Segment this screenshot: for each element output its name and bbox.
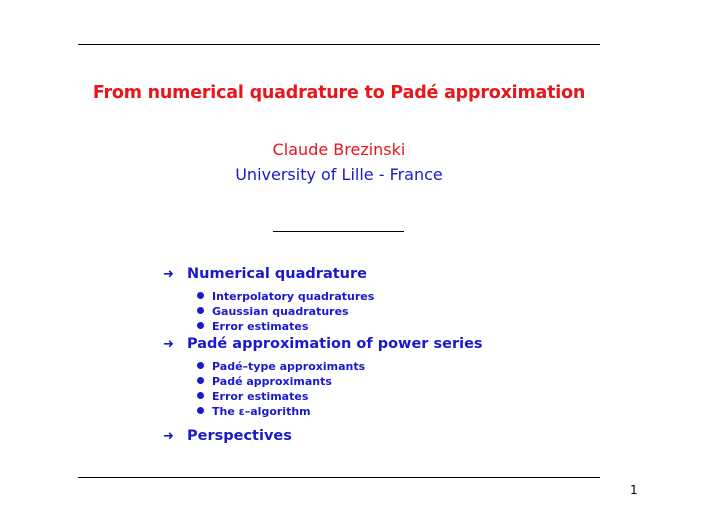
list-item xyxy=(197,305,349,318)
bullet-icon xyxy=(197,407,204,414)
list-item xyxy=(197,320,308,333)
arrow-right-icon: ➜ xyxy=(163,337,174,352)
bullet-icon xyxy=(197,292,204,299)
slide-title: From numerical quadrature to Padé approximation xyxy=(92,83,586,103)
bullet-icon xyxy=(197,307,204,314)
list-item-label: Gaussian quadratures xyxy=(212,305,349,318)
arrow-right-icon: ➜ xyxy=(163,267,174,282)
arrow-right-icon: ➜ xyxy=(163,429,174,444)
section-label: Perspectives xyxy=(187,428,292,444)
list-item-label: Error estimates xyxy=(212,390,309,403)
list-item xyxy=(197,405,311,418)
bullet-icon xyxy=(197,362,204,369)
bullet-icon xyxy=(197,377,204,384)
list-item-label: Padé–type approximants xyxy=(212,360,366,373)
bottom-rule xyxy=(78,477,600,478)
list-item-label: The ε–algorithm xyxy=(212,405,311,418)
page-number: 1 xyxy=(630,483,638,497)
section-label: Padé approximation of power series xyxy=(187,336,483,352)
outline-section-perspectives xyxy=(163,428,292,444)
section-label: Numerical quadrature xyxy=(187,266,367,282)
list-item xyxy=(197,390,308,403)
bullet-icon xyxy=(197,322,204,329)
outline-section-numerical-quadrature xyxy=(163,266,367,282)
top-rule xyxy=(78,44,600,45)
bullet-icon xyxy=(197,392,204,399)
list-item-label: Error estimates xyxy=(212,320,309,333)
list-item xyxy=(197,375,332,388)
author-affiliation: University of Lille - France xyxy=(235,165,443,184)
author-name: Claude Brezinski xyxy=(272,140,406,159)
list-item-label: Padé approximants xyxy=(212,375,332,388)
list-item-label: Interpolatory quadratures xyxy=(212,290,375,303)
separator-rule xyxy=(273,231,404,232)
outline-section-pade-approximation xyxy=(163,336,483,352)
list-item xyxy=(197,360,365,373)
list-item xyxy=(197,290,374,303)
